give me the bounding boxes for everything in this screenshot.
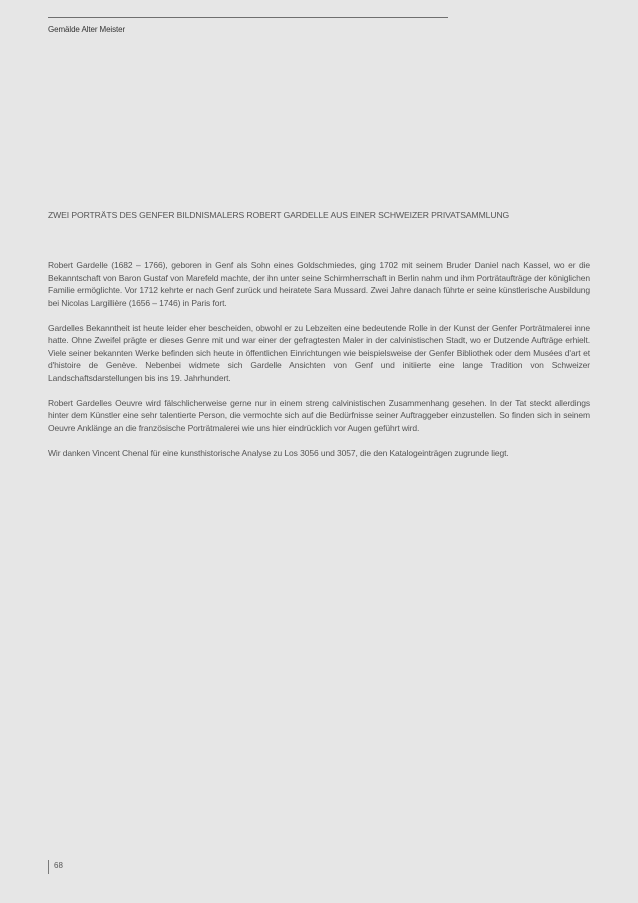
running-header: Gemälde Alter Meister	[48, 25, 126, 34]
page-number-divider	[48, 860, 49, 874]
article-title: ZWEI PORTRÄTS DES GENFER BILDNISMALERS ROBERT GARDELLE AUS EINER SCHWEIZER PRIVATSAMMLUNG	[48, 210, 510, 220]
page-number: 68	[54, 861, 63, 870]
article-body	[48, 259, 590, 472]
paragraph-reputation: Gardelles Bekanntheit ist heute leider eher bescheiden, obwohl er zu Lebzeiten eine bedeutende Rolle in der Kunst der Genfer Porträtmalerei inne hatte. Ohne Zweifel prägte er dieses Genre mit und war einer der gefragtesten Maler in der calvinistischen Stadt, wo er Dutzende Aufträge erhielt. Viele seiner bekannten Werke befinden sich heute in öffentlichen Einrichtungen wie beispielsweise der Genfer Bibliothek oder dem Musées d'art et d'histoire de Genève. Nebenbei widmete sich Gardelle Ansichten von Genf und initiierte eine lange Tradition von Schweizer Landschaftsdarstellungen bis ins 19. Jahrhundert.	[48, 322, 590, 383]
paragraph-biography: Robert Gardelle (1682 – 1766), geboren in Genf als Sohn eines Goldschmiedes, ging 1702 mit seinem Bruder Daniel nach Kassel, wo er die Bekanntschaft von Baron Gustaf von Marefeld machte, der ihn unter seine Schirmherrschaft in Berlin nahm und ihm Porträtaufträge der königlichen Familie ermöglichte. Vor 1712 kehrte er nach Genf zurück und heiratete Sara Mussard. Zwei Jahre danach führte er seine künstlerische Ausbildung bei Nicolas Largillière (1656 – 1746) in Paris fort.	[48, 260, 590, 308]
paragraph-acknowledgement: Wir danken Vincent Chenal für eine kunsthistorische Analyse zu Los 3056 und 3057, die den Katalogeinträgen zugrunde liegt.	[48, 447, 509, 458]
header-rule	[48, 17, 448, 18]
paragraph-oeuvre: Robert Gardelles Oeuvre wird fälschlicherweise gerne nur in einem streng calvinistischen Zusammenhang gesehen. In der Tat steckt allerdings hinter dem Künstler eine sehr talentierte Person, die vermochte sich auf die Bedürfnisse seiner Auftraggeber einzustellen. So finden sich in seinem Oeuvre Anklänge an die französische Porträtmalerei wie uns hier eindrücklich vor Augen geführt wird.	[48, 397, 590, 433]
